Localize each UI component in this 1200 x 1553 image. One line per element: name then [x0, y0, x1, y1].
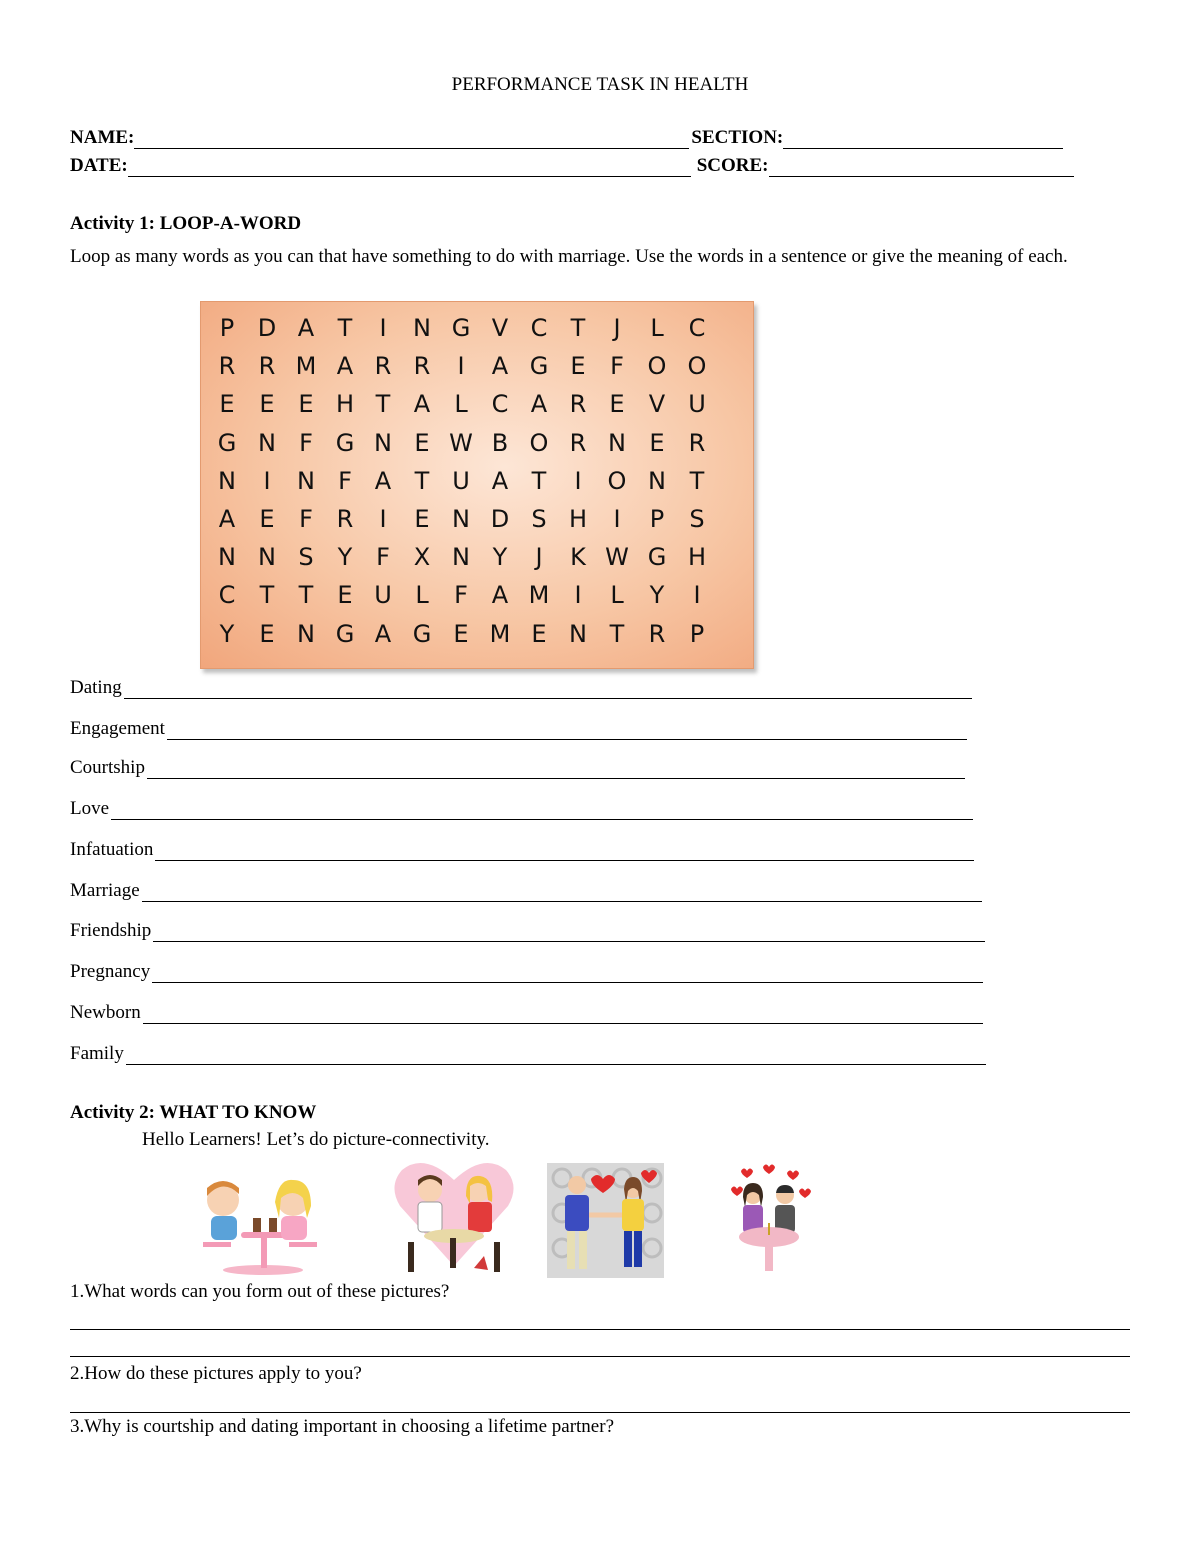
- grid-letter[interactable]: I: [574, 581, 582, 610]
- grid-letter[interactable]: A: [530, 390, 548, 419]
- grid-letter[interactable]: Y: [219, 619, 235, 648]
- question-3: 3.Why is courtship and dating important in choosing a lifetime partner?: [70, 1416, 615, 1437]
- grid-letter[interactable]: T: [570, 314, 586, 342]
- holding-hands-picture: [547, 1163, 664, 1278]
- grid-letter[interactable]: I: [574, 466, 582, 495]
- grid-letter[interactable]: E: [453, 619, 469, 648]
- grid-letter[interactable]: E: [219, 390, 235, 419]
- grid-letter[interactable]: P: [689, 619, 705, 648]
- score-blank[interactable]: [769, 158, 1074, 177]
- dating-couple-picture: [193, 1172, 325, 1278]
- grid-letter[interactable]: R: [569, 390, 587, 419]
- grid-letter[interactable]: I: [263, 466, 271, 495]
- grid-letter[interactable]: N: [297, 466, 315, 495]
- grid-letter[interactable]: P: [649, 505, 665, 533]
- score-label: SCORE:: [696, 155, 769, 176]
- grid-letter[interactable]: R: [336, 505, 354, 533]
- grid-letter[interactable]: T: [337, 314, 353, 342]
- grid-letter[interactable]: R: [648, 619, 666, 648]
- grid-letter[interactable]: J: [613, 314, 621, 342]
- word-answer-blank[interactable]: [152, 964, 983, 983]
- grid-letter[interactable]: U: [688, 390, 706, 419]
- word-label: Friendship: [70, 920, 152, 941]
- word-answer-row: [70, 798, 973, 820]
- grid-letter[interactable]: P: [219, 314, 235, 342]
- grid-letter[interactable]: O: [529, 428, 549, 457]
- grid-letter[interactable]: G: [529, 352, 549, 381]
- grid-letter[interactable]: V: [648, 390, 666, 419]
- grid-letter[interactable]: T: [298, 581, 314, 610]
- grid-letter[interactable]: L: [650, 314, 664, 342]
- word-answer-row: [70, 1043, 986, 1065]
- grid-letter[interactable]: A: [336, 352, 354, 381]
- word-answer-blank[interactable]: [142, 883, 982, 902]
- grid-letter[interactable]: L: [610, 581, 624, 610]
- grid-letter[interactable]: A: [413, 390, 431, 419]
- grid-letter[interactable]: T: [375, 390, 391, 419]
- word-answer-blank[interactable]: [147, 760, 965, 779]
- word-label: Love: [70, 798, 110, 819]
- grid-letter[interactable]: G: [335, 619, 355, 648]
- word-answer-blank[interactable]: [126, 1046, 986, 1065]
- grid-letter[interactable]: C: [688, 314, 706, 342]
- grid-letter[interactable]: E: [570, 352, 586, 381]
- grid-letter[interactable]: E: [609, 390, 625, 419]
- grid-letter[interactable]: E: [531, 619, 547, 648]
- grid-letter[interactable]: T: [259, 581, 275, 610]
- question-1: 1.What words can you form out of these pictures?: [70, 1281, 450, 1302]
- grid-letter[interactable]: N: [648, 466, 666, 495]
- grid-letter[interactable]: H: [335, 390, 355, 419]
- grid-letter[interactable]: S: [689, 505, 705, 533]
- word-answer-blank[interactable]: [153, 923, 985, 942]
- grid-letter[interactable]: R: [569, 428, 587, 457]
- word-answer-blank[interactable]: [155, 842, 974, 861]
- word-answer-row: [70, 920, 985, 942]
- grid-letter[interactable]: F: [299, 428, 313, 457]
- grid-letter[interactable]: S: [531, 505, 547, 533]
- grid-letter[interactable]: G: [217, 428, 237, 457]
- date-score-row: [70, 155, 1074, 177]
- name-blank[interactable]: [134, 130, 689, 149]
- date-label: DATE:: [70, 155, 128, 176]
- grid-letter[interactable]: F: [299, 505, 313, 533]
- grid-letter[interactable]: T: [689, 466, 705, 495]
- dinner-date-picture: [388, 1156, 520, 1278]
- word-label: Pregnancy: [70, 961, 151, 982]
- grid-letter[interactable]: O: [647, 352, 667, 381]
- date-blank[interactable]: [128, 158, 691, 177]
- grid-letter[interactable]: N: [413, 314, 431, 342]
- grid-letter[interactable]: E: [259, 390, 275, 419]
- activity2-intro: Hello Learners! Let’s do picture-connectivity.: [142, 1129, 490, 1150]
- grid-letter[interactable]: N: [297, 619, 315, 648]
- name-label: NAME:: [70, 127, 135, 148]
- grid-letter[interactable]: S: [298, 543, 314, 572]
- activity2-heading: Activity 2: WHAT TO KNOW: [70, 1102, 317, 1123]
- grid-letter[interactable]: G: [647, 543, 667, 572]
- grid-letter[interactable]: N: [608, 428, 626, 457]
- word-answer-row: [70, 1002, 983, 1024]
- grid-letter[interactable]: N: [374, 428, 392, 457]
- grid-letter[interactable]: E: [259, 505, 275, 533]
- word-answer-blank[interactable]: [111, 801, 973, 820]
- grid-letter[interactable]: O: [687, 352, 707, 381]
- word-label: Marriage: [70, 880, 140, 901]
- answer-line-2[interactable]: [70, 1412, 1130, 1413]
- grid-letter[interactable]: D: [490, 505, 510, 533]
- grid-letter[interactable]: C: [491, 390, 509, 419]
- grid-letter[interactable]: D: [257, 314, 277, 342]
- grid-letter[interactable]: M: [295, 352, 317, 381]
- grid-letter[interactable]: Y: [492, 543, 508, 572]
- grid-letter[interactable]: X: [413, 543, 431, 572]
- grid-letter[interactable]: J: [535, 543, 543, 572]
- activity1-heading: Activity 1: LOOP-A-WORD: [70, 213, 302, 234]
- grid-letter[interactable]: I: [613, 505, 621, 533]
- word-answer-blank[interactable]: [167, 721, 967, 740]
- grid-letter[interactable]: N: [218, 543, 236, 572]
- grid-letter[interactable]: N: [452, 505, 470, 533]
- grid-letter[interactable]: M: [489, 619, 511, 648]
- grid-letter[interactable]: F: [610, 352, 624, 381]
- word-answer-row: [70, 839, 974, 861]
- grid-letter[interactable]: L: [454, 390, 468, 419]
- grid-letter[interactable]: F: [376, 543, 390, 572]
- grid-letter[interactable]: A: [374, 466, 392, 495]
- grid-letter[interactable]: K: [570, 543, 586, 572]
- word-label: Courtship: [70, 757, 145, 778]
- grid-letter[interactable]: N: [218, 466, 236, 495]
- word-answer-row: [70, 718, 967, 740]
- grid-letter[interactable]: N: [258, 428, 276, 457]
- word-answer-row: [70, 961, 983, 983]
- grid-letter[interactable]: N: [569, 619, 587, 648]
- word-search-grid[interactable]: [200, 301, 754, 669]
- grid-letter[interactable]: M: [528, 581, 550, 610]
- grid-letter[interactable]: T: [609, 619, 625, 648]
- word-answer-row: [70, 757, 965, 779]
- grid-letter[interactable]: E: [649, 428, 665, 457]
- romantic-dinner-picture: [727, 1161, 811, 1278]
- grid-letter[interactable]: H: [687, 543, 707, 572]
- grid-letter[interactable]: E: [414, 505, 430, 533]
- answer-line-1b[interactable]: [70, 1356, 1130, 1357]
- word-answer-blank[interactable]: [124, 680, 972, 699]
- grid-letter[interactable]: U: [374, 581, 392, 610]
- grid-letter[interactable]: F: [338, 466, 352, 495]
- word-answer-blank[interactable]: [143, 1005, 983, 1024]
- grid-letter[interactable]: G: [451, 314, 471, 342]
- grid-letter[interactable]: E: [298, 390, 314, 419]
- section-label: SECTION:: [691, 127, 784, 148]
- grid-letter[interactable]: R: [688, 428, 706, 457]
- word-label: Family: [70, 1043, 124, 1064]
- grid-letter[interactable]: I: [379, 314, 387, 342]
- grid-letter[interactable]: I: [693, 581, 701, 610]
- grid-letter[interactable]: A: [297, 314, 315, 342]
- grid-letter[interactable]: W: [605, 543, 629, 572]
- grid-letter[interactable]: Y: [649, 581, 665, 610]
- grid-letter[interactable]: F: [454, 581, 468, 610]
- grid-letter[interactable]: N: [452, 543, 470, 572]
- grid-letter[interactable]: C: [530, 314, 548, 342]
- answer-line-1a[interactable]: [70, 1329, 1130, 1330]
- grid-letter[interactable]: A: [491, 466, 509, 495]
- grid-letter[interactable]: R: [374, 352, 392, 381]
- grid-letter[interactable]: W: [449, 428, 473, 457]
- grid-letter[interactable]: U: [452, 466, 470, 495]
- grid-letter[interactable]: A: [218, 505, 236, 533]
- grid-letter[interactable]: A: [491, 352, 509, 381]
- word-answer-row: [70, 677, 972, 699]
- grid-letter[interactable]: O: [607, 466, 627, 495]
- grid-letter[interactable]: N: [258, 543, 276, 572]
- grid-letter[interactable]: R: [258, 352, 276, 381]
- grid-letter[interactable]: G: [335, 428, 355, 457]
- grid-letter[interactable]: E: [337, 581, 353, 610]
- grid-letter[interactable]: C: [218, 581, 236, 610]
- grid-letter[interactable]: E: [259, 619, 275, 648]
- grid-letter[interactable]: H: [568, 505, 588, 533]
- word-label: Infatuation: [70, 839, 154, 860]
- grid-letter[interactable]: A: [374, 619, 392, 648]
- section-blank[interactable]: [783, 130, 1063, 149]
- activity1-instruction: Loop as many words as you can that have something to do with marriage. Use the words in a sentence or give the meaning of each.: [70, 246, 1068, 267]
- grid-letter[interactable]: R: [413, 352, 431, 381]
- grid-letter[interactable]: T: [531, 466, 547, 495]
- grid-letter[interactable]: I: [379, 505, 387, 533]
- grid-letter[interactable]: E: [414, 428, 430, 457]
- page-title: PERFORMANCE TASK IN HEALTH: [451, 74, 749, 95]
- grid-letter[interactable]: V: [491, 314, 509, 342]
- grid-letter[interactable]: Y: [337, 543, 353, 572]
- word-label: Engagement: [70, 718, 165, 739]
- grid-letter[interactable]: B: [491, 428, 509, 457]
- grid-letter[interactable]: T: [414, 466, 430, 495]
- grid-letter[interactable]: R: [218, 352, 236, 381]
- word-label: Dating: [70, 677, 122, 698]
- grid-letter[interactable]: A: [491, 581, 509, 610]
- grid-letter[interactable]: G: [412, 619, 432, 648]
- name-section-row: [70, 127, 1063, 149]
- grid-letter[interactable]: L: [415, 581, 429, 610]
- question-2: 2.How do these pictures apply to you?: [70, 1363, 362, 1384]
- grid-letter[interactable]: I: [457, 352, 465, 381]
- word-label: Newborn: [70, 1002, 141, 1023]
- word-answer-row: [70, 880, 982, 902]
